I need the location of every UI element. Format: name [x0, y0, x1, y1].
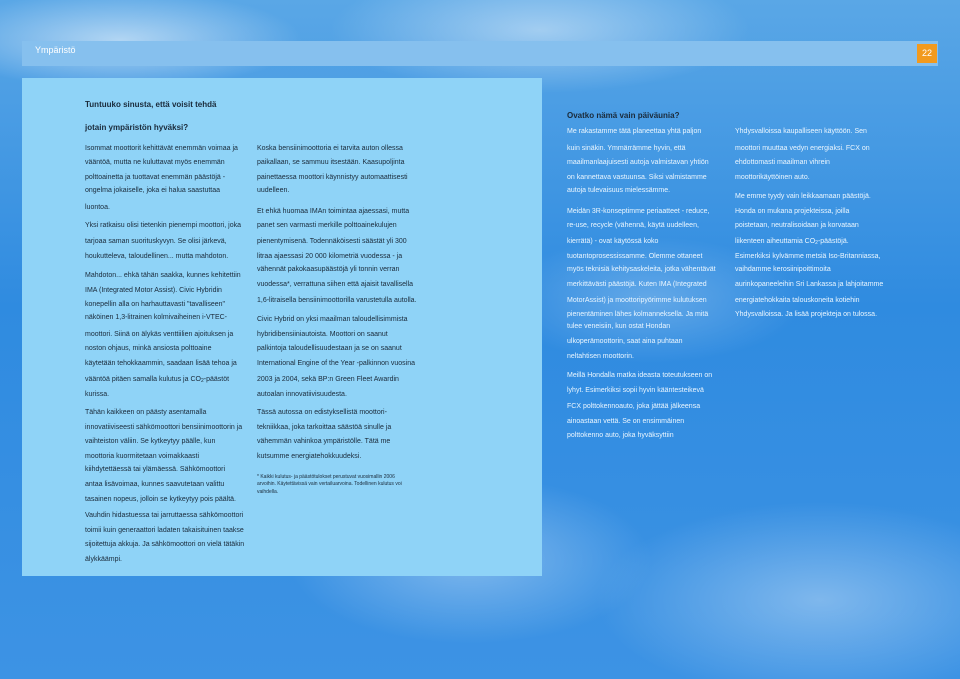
col2-line: 2003 ja 2004, sekä BP:n Green Fleet Awardin: [257, 376, 399, 383]
col1-line: innovatiiviseesti sähkömoottori bensiinimoottorin ja: [85, 424, 243, 431]
col1-line: ongelma jokaiselle, joka ei halua saastuttaa: [85, 187, 221, 194]
col1-line: IMA (Integrated Motor Assist). Civic Hybridin: [85, 287, 222, 294]
col2-line: vuodessa*, verrattuna siihen että ajaisit tavallisella: [257, 281, 414, 288]
col3-line: Ovatko nämä vain päiväunia?: [567, 111, 680, 120]
col1-line: sijoitettuja akkuja. Ja sähkömoottori on vielä tätäkin: [85, 541, 245, 548]
col3-line: autoja tulevaisuus mielessämme.: [567, 187, 671, 194]
col2-line: uudelleen.: [257, 187, 290, 194]
col1-line: noston ohjaus, minkä ansiosta polttoaine: [85, 345, 212, 352]
col2-line: pienentymisenä. Todennäköisesti säästät yli 300: [257, 238, 407, 245]
col1-line: moottori. Siinä on älykäs venttiilien ajoituksen ja: [85, 331, 234, 338]
page-number-badge: 22: [917, 44, 937, 63]
col2-line: autoalan innovatiivisuudesta.: [257, 391, 347, 398]
col2-line: kutsumme energiatehokkuudeksi.: [257, 453, 362, 460]
col1-line: moottoria kuormitetaan voimakkaasti: [85, 453, 199, 460]
col3-line: FCX polttokennoauto, joka jättää jälkeensa: [567, 403, 701, 410]
col3-line: merkittävästi päästöjä. Kuten IMA (Integrated: [567, 281, 707, 288]
col4-line: poistetaan, neutralisoidaan ja korvataan: [735, 222, 859, 229]
col4-line: ehdottomasti maailman vihrein: [735, 159, 830, 166]
col3-line: ainoastaan vettä. Se on ensimmäinen: [567, 418, 685, 425]
col2-line: palkintoja taloudellisuudestaan ja se on saanut: [257, 345, 402, 352]
col1-line: jotain ympäristön hyväksi?: [85, 123, 189, 132]
col3-line: neltahtisen moottorin.: [567, 353, 634, 360]
col3-line: lyhyt. Esimerkiksi sopii hyvin kääntesteikevä: [567, 387, 704, 394]
col2-line: tekniikkaa, joka tarkoittaa säästöä sinulle ja: [257, 424, 392, 431]
footnote-line: arvoihin. Käytettävissä vain vertailuarvoina. Todellinen kulutus voi: [257, 481, 402, 487]
col3-line: tuotantoprosessissamme. Olemme ottaneet: [567, 253, 703, 260]
col1-line: Tähän kaikkeen on päästy asentamalla: [85, 409, 207, 416]
col2-line: vähennät pakokaasupäästöjä yli tonnin verran: [257, 266, 400, 273]
col1-line: houkutteleva, taloudellinen... mutta mahdoton.: [85, 253, 229, 260]
col1-line: Vauhdin hidastuessa tai jarruttaessa sähkömoottori: [85, 512, 244, 519]
col3-line: myös teknisiä kehitysaskeleita, jotka vähentävät: [567, 266, 716, 273]
col1-line: vääntöä pitäen samalla kulutus ja $CO_2$-päästöt: [85, 376, 230, 384]
col1-line: käytetään tehokkaammin, saadaan lisää tehoa ja: [85, 360, 237, 367]
col4-line: Yhdysvalloissa kaupalliseen käyttöön. Sen: [735, 128, 867, 135]
col2-line: Civic Hybrid on yksi maailman taloudellisimmista: [257, 316, 408, 323]
col3-line: re-use, recycle (vähennä, käytä uudelleen,: [567, 222, 699, 229]
col1-line: Tuntuuko sinusta, että voisit tehdä: [85, 100, 217, 109]
col4-line: Honda on mukana projekteissa, joilla: [735, 208, 850, 215]
col2-line: painettaessa moottori käynnistyy automaattisesti: [257, 174, 408, 181]
col1-line: vääntöä, mutta ne kuluttavat myös enemmän: [85, 159, 225, 166]
col2-line: paikallaan, se sammuu itsestään. Kaasupoljinta: [257, 159, 405, 166]
col3-line: Meidän 3R-konseptimme periaatteet - reduce,: [567, 208, 710, 215]
header-bar: [22, 41, 938, 66]
col4-line: moottorikäyttöinen auto.: [735, 174, 810, 181]
col3-line: kuin sinäkin. Ymmärrämme hyvin, että: [567, 145, 686, 152]
col1-line: toimii kuin generaattori ladaten takaisituinen taakse: [85, 527, 244, 534]
col2-line: Koska bensiinimoottoria ei tarvita auton ollessa: [257, 145, 403, 152]
col2-line: panet sen varmasti merkille polttoainekulujen: [257, 222, 397, 229]
col2-line: Tässä autossa on edistyksellistä moottori-: [257, 409, 387, 416]
col1-line: kurissa.: [85, 391, 110, 398]
col3-line: MotorAssist) ja moottoripyörimme kulutuksen: [567, 297, 707, 304]
col2-line: International Engine of the Year -palkinnon vuosina: [257, 360, 416, 367]
col1-line: tarjoaa saman suorituskyvyn. Se olisi järkevä,: [85, 238, 227, 245]
col4-line: Yhdysvalloissa. Ja lisää projekteja on tulossa.: [735, 311, 878, 318]
col2-line: hybridibensiiniautoista. Moottori on saanut: [257, 331, 388, 338]
col1-line: Yksi ratkaisu olisi tietenkin pienempi moottori, joka: [85, 222, 242, 229]
col4-line: vaihdamme kerosiinipoittimoita: [735, 266, 831, 273]
col4-line: aurinkopaneeleihin Sri Lankassa ja lahjoitamme: [735, 281, 884, 288]
col3-line: tulee veneisiin, kun ostat Hondan: [567, 323, 671, 330]
col4-line: Me emme tyydy vain leikkaamaan päästöjä.: [735, 193, 871, 200]
col2-line: Et ehkä huomaa IMAn toimintaa ajaessasi, mutta: [257, 208, 410, 215]
col3-line: Meillä Hondalla matka ideasta toteutukseen on: [567, 372, 713, 379]
col1-line: polttoainetta ja tuottavat enemmän päästöjä -: [85, 174, 226, 181]
col4-line: moottori muuttaa vedyn energiaksi. FCX on: [735, 145, 870, 152]
col1-line: antaa lisävoimaa, kunnes saavutetaan valittu: [85, 481, 225, 488]
col3-line: pienentäminen lähes kolmanneksella. Ja mitä: [567, 311, 709, 318]
section-title: Ympäristö: [35, 45, 76, 55]
footnote-line: * Kaikki kulutus- ja päästötulokset perustuvat vuosimallin 2006: [257, 474, 395, 480]
col3-line: maailmanlaajuisesti autoja valmistavan yhtiön: [567, 159, 709, 166]
col4-line: energiatehokkaita talouskoneita kotiehin: [735, 297, 860, 304]
col1-line: konepellin alla on harhauttavasti "tavalliseen": [85, 301, 226, 308]
col4-line: Esimerkiksi kylvämme metsiä Iso-Britanniassa,: [735, 253, 881, 260]
col1-line: luontoa.: [85, 204, 110, 211]
col2-line: 1,6-litraisella bensiinimoottorilla varustetulla autolla.: [257, 297, 417, 304]
col3-line: polttokenno auto, joka hyväksyttiin: [567, 432, 674, 439]
col3-line: on kannettava vastuunsa. Siksi valmistamme: [567, 174, 707, 181]
col2-line: vähemmän vahinkoa ympäristölle. Tätä me: [257, 438, 391, 445]
col3-line: Me rakastamme tätä planeettaa yhtä paljon: [567, 128, 702, 135]
col1-line: näköinen 1,3-litrainen kolmivaiheinen i-VTEC-: [85, 314, 228, 321]
col3-line: kierrätä) - ovat käytössä koko: [567, 238, 659, 245]
col1-line: tasainen nopeus, jolloin se kytkeytyy pois päältä.: [85, 496, 236, 503]
col1-line: vaihteiston väliin. Se kytkeytyy päälle, kun: [85, 438, 216, 445]
col1-line: älykkäämpi.: [85, 556, 122, 563]
col3-line: ulkoperämoottorin, saat aina puhtaan: [567, 338, 683, 345]
col1-line: Isommat moottorit kehittävät enemmän voimaa ja: [85, 145, 238, 152]
col2-line: litraa ajaessasi 20 000 kilometriä vuodessa - ja: [257, 253, 403, 260]
col4-line: liikenteen aiheuttamia $CO_2$-päästöjä.: [735, 238, 849, 246]
col1-line: Mahdoton... ehkä tähän saakka, kunnes kehitettiin: [85, 272, 241, 279]
col1-line: kiihdytettäessä tai ylämäessä. Sähkömoottori: [85, 466, 226, 473]
footnote-line: vaihdella.: [257, 489, 279, 495]
